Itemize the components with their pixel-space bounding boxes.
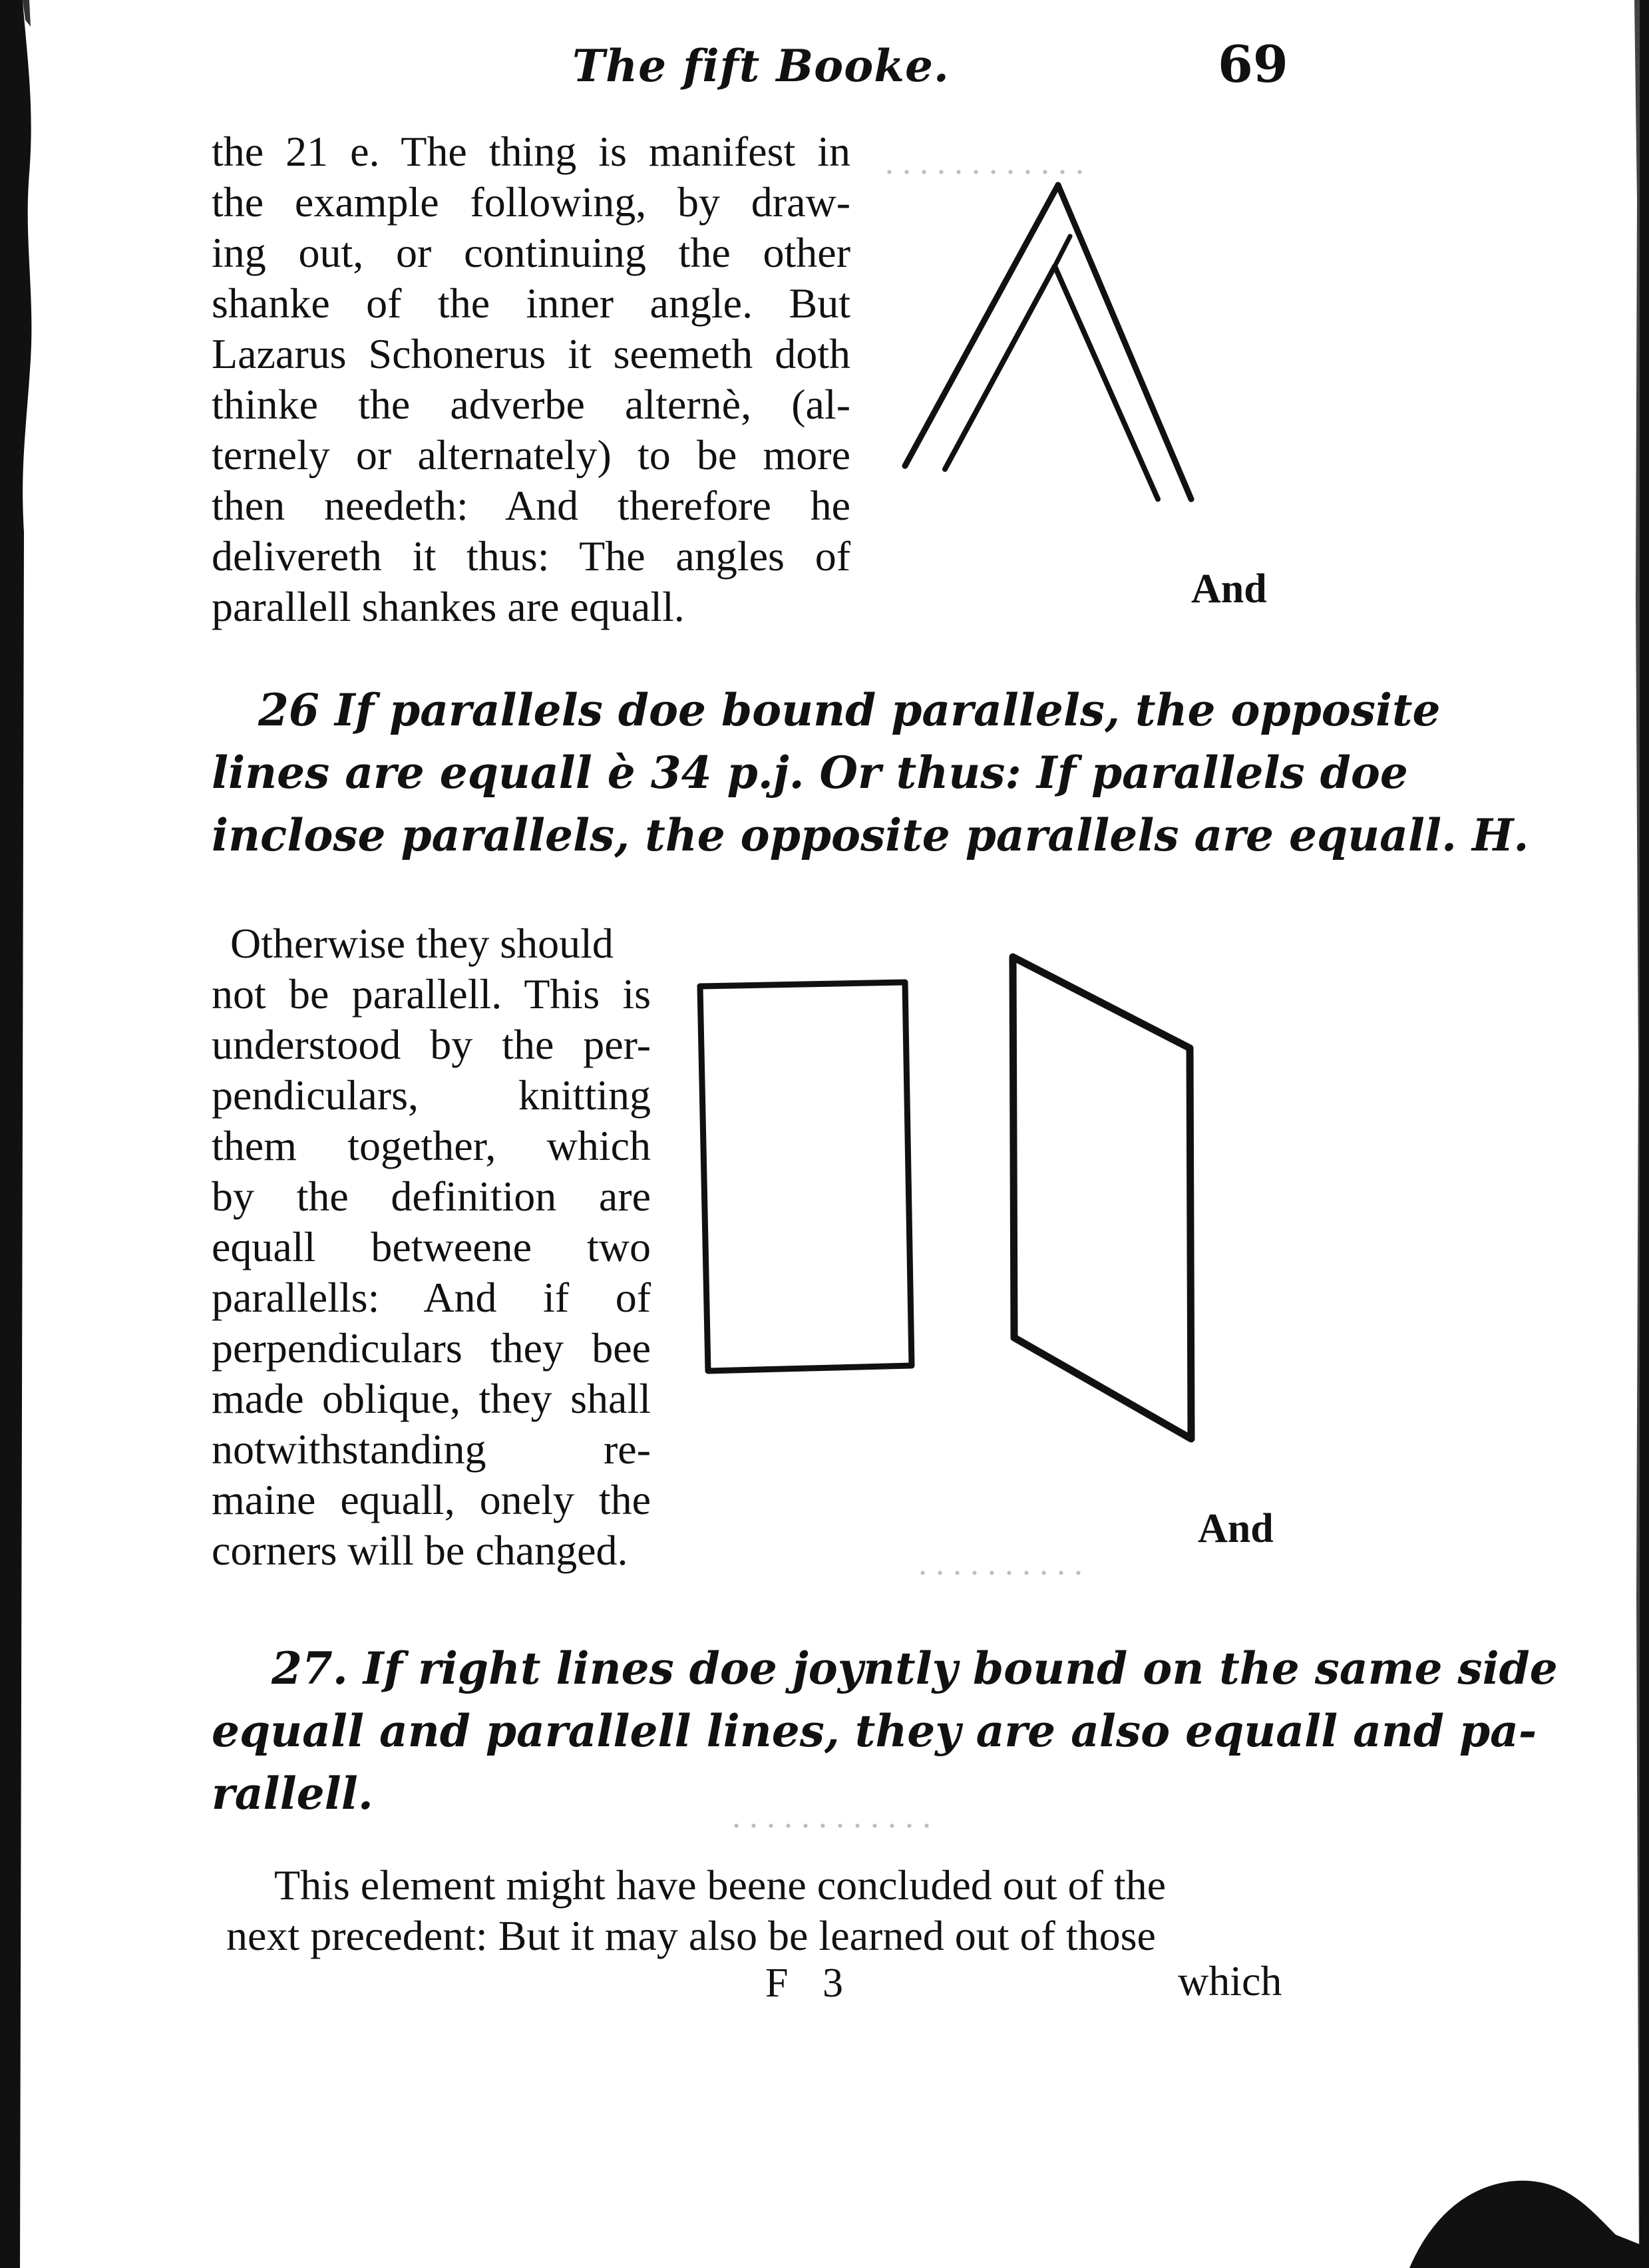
text-line: understood by the per- <box>212 1021 651 1068</box>
bleed-through-text: . . . . . . . . . . . . <box>732 1797 931 1835</box>
text-line: corners will be changed. <box>212 1527 628 1574</box>
paragraph-1 <box>212 126 850 632</box>
text-line: equall betweene two <box>212 1223 651 1270</box>
text-line: by the definition are <box>212 1173 651 1220</box>
signature-mark: F 3 <box>765 1961 855 2006</box>
binding-edge-left <box>0 0 40 2268</box>
text-line: next precedent: But it may also be learned out of those <box>226 1912 1156 1959</box>
catchword-and: And <box>1191 566 1267 612</box>
inner-shank-extension <box>1055 236 1070 266</box>
paragraph-3 <box>226 1860 1278 1961</box>
theorem-26 <box>212 679 1529 866</box>
parallelogram-outline <box>1013 957 1191 1439</box>
text-line: shanke of the inner angle. But <box>212 280 850 327</box>
text-line: made oblique, they shall <box>212 1375 651 1422</box>
scan-edge-right <box>1622 0 1649 2268</box>
text-line: delivereth it thus: The angles of <box>212 532 850 580</box>
text-line: then needeth: And therefore he <box>212 482 850 529</box>
text-line: parallell shankes are equall. <box>212 583 685 630</box>
catchword-which: which <box>1178 1957 1282 2004</box>
running-title: The fift Booke. <box>572 40 950 92</box>
theorem-line: inclose parallels, the opposite parallels are equall. H. <box>212 809 1529 861</box>
text-line: not be parallell. This is <box>212 970 651 1018</box>
text-line: pendiculars, knitting <box>212 1071 651 1119</box>
bleed-through-text: . . . . . . . . . . <box>918 1545 1083 1583</box>
outer-left-shank <box>905 185 1058 466</box>
paragraph-2 <box>212 918 651 1576</box>
text-line: ternely or alternately) to be more <box>212 431 850 478</box>
rectangle-figure <box>685 945 965 1384</box>
text-line: perpendiculars they bee <box>212 1324 651 1372</box>
theorem-line: equall and parallell lines, they are also equall and pa- <box>212 1705 1537 1757</box>
text-line: them together, which <box>212 1122 651 1169</box>
oblique-parallelogram-figure <box>998 938 1224 1457</box>
outer-right-shank <box>1058 185 1191 499</box>
theorem-line: 26 If parallels doe bound parallels, the opposite <box>258 684 1441 736</box>
rectangle-outline <box>700 982 912 1371</box>
angle-figure <box>892 166 1211 512</box>
text-line: ing out, or continuing the other <box>212 229 850 276</box>
text-line: This element might have beene concluded out of the <box>274 1861 1166 1909</box>
text-line: parallells: And if of <box>212 1274 651 1321</box>
text-line: Lazarus Schonerus it seemeth doth <box>212 330 850 377</box>
text-line: maine equall, onely the <box>212 1476 651 1523</box>
theorem-27 <box>212 1637 1558 1825</box>
theorem-line: lines are equall è 34 p.j. Or thus: If parallels doe <box>212 747 1408 799</box>
text-line: the 21 e. The thing is manifest in <box>212 128 850 175</box>
catchword-and: And <box>1198 1506 1274 1551</box>
bleed-through-text: . . . . . . . . . . . . <box>885 144 1084 182</box>
text-line: the example following, by draw- <box>212 178 850 226</box>
theorem-line: rallell. <box>212 1768 373 1819</box>
page-corner-shadow <box>1370 2148 1649 2268</box>
text-line: notwithstanding re- <box>212 1425 651 1473</box>
text-line: Otherwise they should <box>230 920 614 967</box>
page-number: 69 <box>1218 35 1288 94</box>
theorem-line: 27. If right lines doe joyntly bound on the same side <box>272 1642 1558 1694</box>
text-line: thinke the adverbe alternè, (al- <box>212 381 850 428</box>
